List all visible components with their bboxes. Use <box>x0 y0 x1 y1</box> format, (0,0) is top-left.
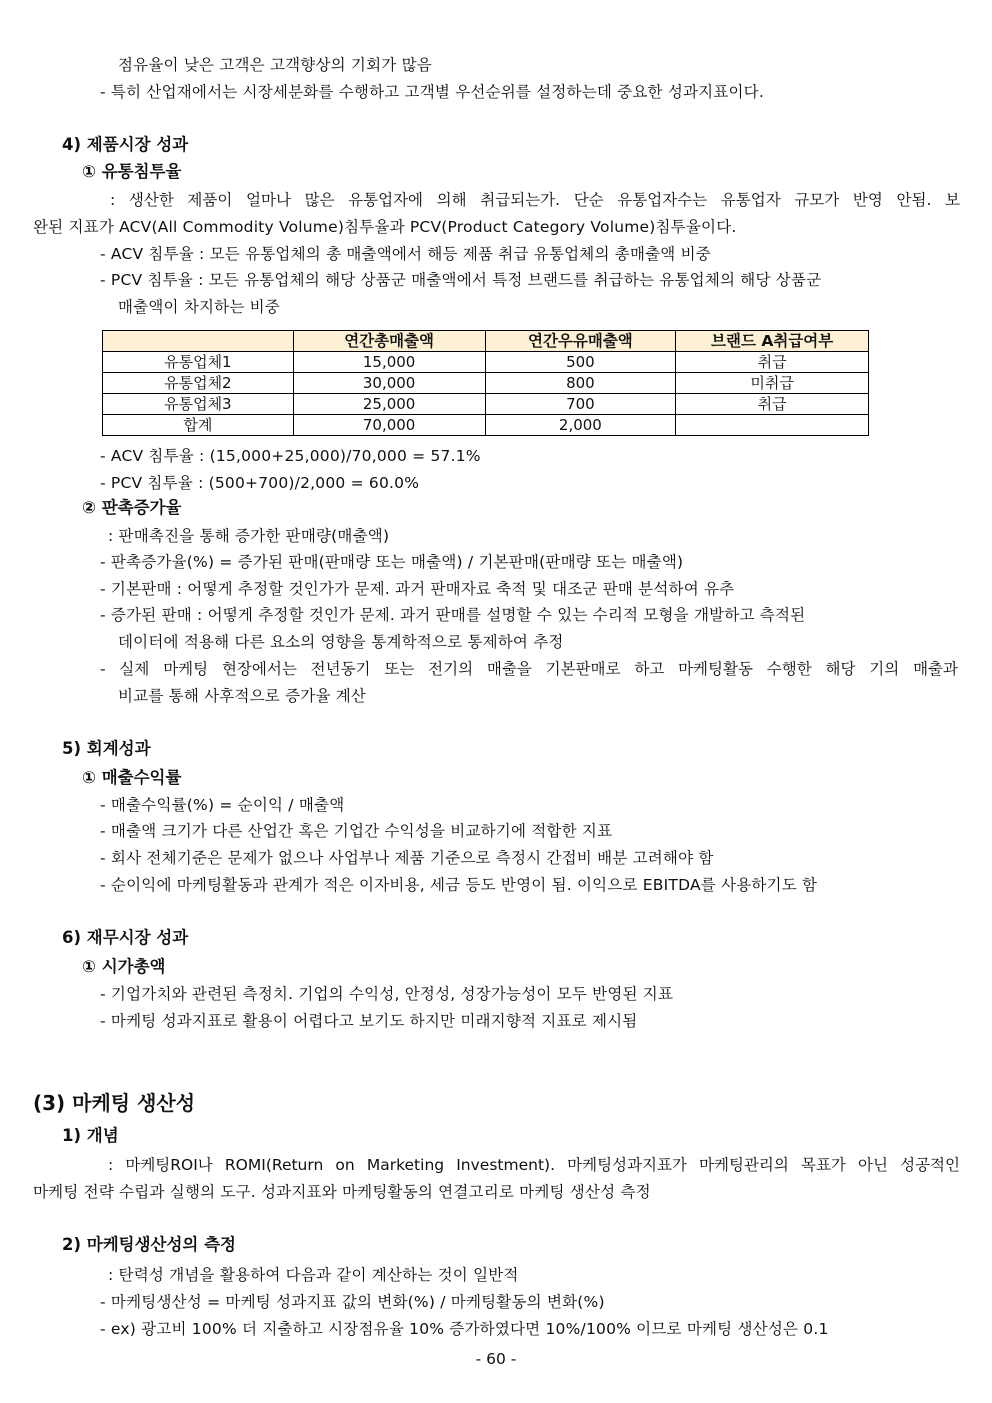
table-cell: 유통업체2 <box>103 373 294 394</box>
table-cell: 70,000 <box>293 415 485 436</box>
promotion-line: - 판촉증가율(%) = 증가된 판매(판매량 또는 매출액) / 기본판매(판매량 또는 매출액) <box>100 553 684 571</box>
intro-line-2: - 특히 산업재에서는 시장세분화를 수행하고 고객별 우선순위를 설정하는데 중요한 성과지표이다. <box>100 83 764 101</box>
sales-return-line: - 회사 전체기준은 문제가 없으나 사업부나 제품 기준으로 측정시 간접비 배분 고려해야 함 <box>100 849 714 867</box>
table-cell: 취급 <box>676 352 869 373</box>
intro-line-1: 점유율이 낮은 고객은 고객향상의 기회가 많음 <box>118 56 432 74</box>
sales-return-line: - 순이익에 마케팅활동과 관계가 적은 이자비용, 세금 등도 반영이 됨. 이익으로 EBITDA를 사용하기도 함 <box>100 876 818 894</box>
table-cell: 취급 <box>676 394 869 415</box>
table-header-row <box>103 331 869 352</box>
sales-return-line: - 매출수익률(%) = 순이익 / 매출액 <box>100 796 345 814</box>
table-cell: 500 <box>485 352 676 373</box>
sales-return-line: - 매출액 크기가 다른 산업간 혹은 기업간 수익성을 비교하기에 적합한 지표 <box>100 822 613 840</box>
table-header-milk-sales: 연간우유매출액 <box>485 331 676 352</box>
measurement-heading: 2) 마케팅생산성의 측정 <box>62 1235 236 1254</box>
measurement-line: : 탄력성 개념을 활용하여 다음과 같이 계산하는 것이 일반적 <box>108 1266 519 1284</box>
distribution-desc-1: : 생산한 제품이 얼마나 많은 유통업자에 의해 취급되는가. 단순 유통업자수는 유통업자 규모가 반영 안됨. 보 <box>110 191 960 209</box>
table-header-brand-a: 브랜드 A취급여부 <box>676 331 869 352</box>
section-4-heading: 4) 제품시장 성과 <box>62 135 189 154</box>
subsection-distribution-heading: ① 유통침투율 <box>82 162 182 181</box>
table-header-corner <box>103 331 294 352</box>
penetration-table <box>102 330 869 436</box>
table-cell: 유통업체3 <box>103 394 294 415</box>
pcv-calculation: - PCV 침투율 : (500+700)/2,000 = 60.0% <box>100 474 420 492</box>
table-cell: 15,000 <box>293 352 485 373</box>
concept-line-1: : 마케팅ROI나 ROMI(Return on Marketing Investment). 마케팅성과지표가 마케팅관리의 목표가 아닌 성공적인 <box>108 1156 960 1174</box>
table-cell: 30,000 <box>293 373 485 394</box>
concept-heading: 1) 개념 <box>62 1126 119 1145</box>
part-3-heading: (3) 마케팅 생산성 <box>33 1091 196 1115</box>
promotion-line: - 기본판매 : 어떻게 추정할 것인가가 문제. 과거 판매자료 축적 및 대조군 판매 분석하여 유추 <box>100 580 735 598</box>
table-cell: 유통업체1 <box>103 352 294 373</box>
table-header-annual-sales: 연간총매출액 <box>293 331 485 352</box>
table-cell: 2,000 <box>485 415 676 436</box>
table-cell: 800 <box>485 373 676 394</box>
promotion-line: - 증가된 판매 : 어떻게 추정할 것인가 문제. 과거 판매를 설명할 수 있는 수리적 모형을 개발하고 측적된 <box>100 606 806 624</box>
measurement-line: - 마케팅생산성 = 마케팅 성과지표 값의 변화(%) / 마케팅활동의 변화(%) <box>100 1293 605 1311</box>
table-cell: 25,000 <box>293 394 485 415</box>
pcv-definition-1: - PCV 침투율 : 모든 유통업체의 해당 상품군 매출액에서 특정 브랜드를 취급하는 유통업체의 해당 상품군 <box>100 271 822 289</box>
distribution-desc-2: 완된 지표가 ACV(All Commodity Volume)침투율과 PCV(Product Category Volume)침투율이다. <box>33 218 737 236</box>
acv-calculation: - ACV 침투율 : (15,000+25,000)/70,000 = 57.1% <box>100 447 481 465</box>
table-cell: 700 <box>485 394 676 415</box>
table-cell: 미취급 <box>676 373 869 394</box>
page-number: - 60 - <box>475 1350 517 1368</box>
table-row <box>103 352 869 373</box>
table-row <box>103 394 869 415</box>
section-5-heading: 5) 회계성과 <box>62 739 151 758</box>
concept-line-2: 마케팅 전략 수립과 실행의 도구. 성과지표와 마케팅활동의 연결고리로 마케팅 생산성 측정 <box>33 1183 651 1201</box>
promotion-line: - 실제 마케팅 현장에서는 전년동기 또는 전기의 매출을 기본판매로 하고 마케팅활동 수행한 해당 기의 매출과 <box>100 660 958 678</box>
table-row <box>103 373 869 394</box>
market-cap-line: - 마케팅 성과지표로 활용이 어렵다고 보기도 하지만 미래지향적 지표로 제시됨 <box>100 1012 638 1030</box>
measurement-line: - ex) 광고비 100% 더 지출하고 시장점유율 10% 증가하였다면 10%/100% 이므로 마케팅 생산성은 0.1 <box>100 1320 829 1338</box>
acv-definition: - ACV 침투율 : 모든 유통업체의 총 매출액에서 해등 제품 취급 유통업체의 총매출액 비중 <box>100 245 711 263</box>
promotion-line: 비교를 통해 사후적으로 증가율 계산 <box>118 687 367 705</box>
promotion-line: : 판매촉진을 통해 증가한 판매량(매출액) <box>108 527 390 545</box>
subsection-promotion-heading: ② 판촉증가율 <box>82 498 182 517</box>
subsection-sales-return-heading: ① 매출수익률 <box>82 768 182 787</box>
table-cell <box>676 415 869 436</box>
market-cap-line: - 기업가치와 관련된 측정치. 기업의 수익성, 안정성, 성장가능성이 모두 반영된 지표 <box>100 985 674 1003</box>
table-cell: 합계 <box>103 415 294 436</box>
subsection-market-cap-heading: ① 시가총액 <box>82 957 166 976</box>
table-row <box>103 415 869 436</box>
pcv-definition-2: 매출액이 차지하는 비중 <box>118 298 280 316</box>
promotion-line: 데이터에 적용해 다른 요소의 영향을 통계학적으로 통제하여 추정 <box>118 633 564 651</box>
section-6-heading: 6) 재무시장 성과 <box>62 928 189 947</box>
